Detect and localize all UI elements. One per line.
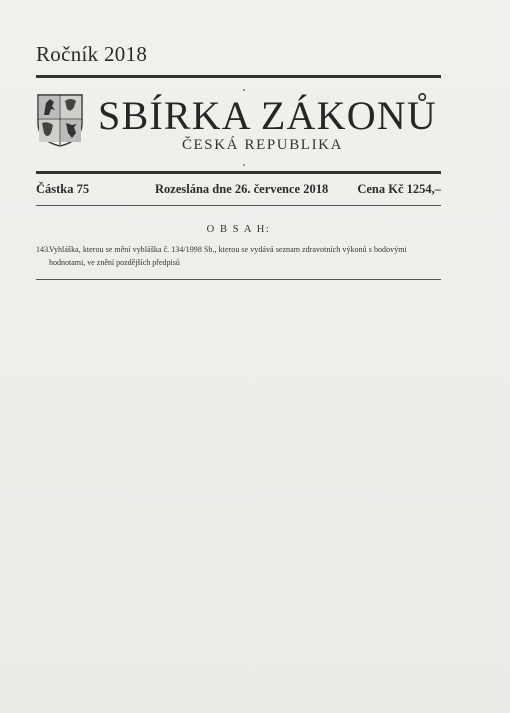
volume-label: Ročník 2018	[36, 42, 148, 66]
contents-entry	[36, 243, 441, 269]
paper-speck	[243, 89, 245, 91]
contents-entry-line-1	[36, 243, 441, 256]
contents-entry-number: 143.	[36, 245, 51, 254]
publication-title: SBÍRKA ZÁKONŮ	[98, 93, 437, 138]
header-rule-bottom	[36, 171, 441, 174]
contents-heading: O B S A H:	[206, 224, 271, 235]
info-rule	[36, 205, 441, 206]
header-rule-top	[36, 75, 441, 78]
distribution-date: Rozeslána dne 26. července 2018	[155, 182, 329, 196]
contents-entry-line-2: hodnotami, ve znění pozdějších předpisů	[49, 258, 180, 267]
paper-speck	[243, 164, 245, 166]
country-subtitle: ČESKÁ REPUBLIKA	[181, 137, 344, 153]
issue-number: Částka 75	[36, 182, 90, 196]
contents-entry-text: Vyhláška, kterou se mění vyhláška č. 134/1998 Sb., kterou se vydává seznam zdravotních výkonů s bodovými	[49, 245, 407, 254]
contents-rule	[36, 279, 441, 280]
issue-price: Cena Kč 1254,–	[357, 182, 441, 196]
